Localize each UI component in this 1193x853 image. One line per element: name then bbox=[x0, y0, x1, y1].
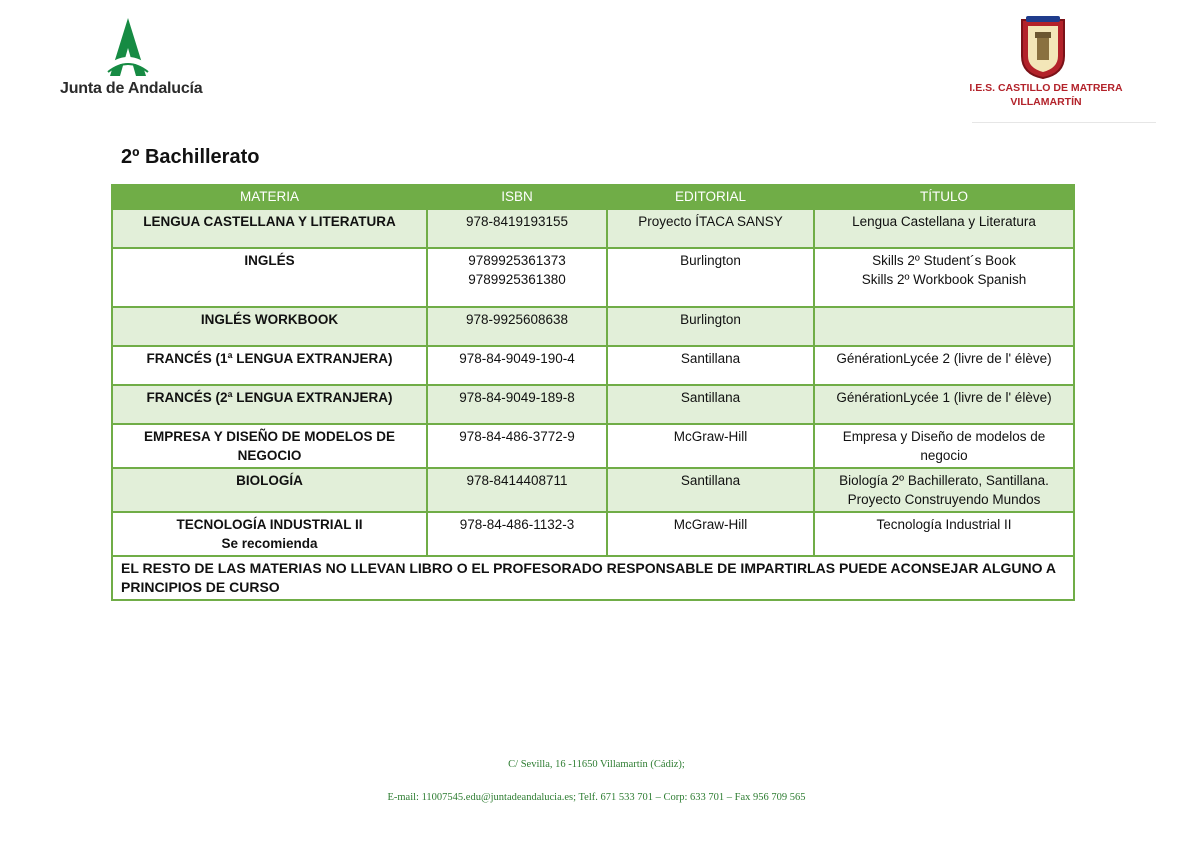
materia-text: LENGUA CASTELLANA Y LITERATURA bbox=[143, 214, 396, 229]
school-logo bbox=[962, 16, 1152, 124]
titulo-cell bbox=[814, 248, 1074, 307]
materia-cell bbox=[112, 209, 427, 248]
textbook-table bbox=[111, 184, 1075, 601]
isbn-cell bbox=[427, 209, 607, 248]
titulo-cell bbox=[814, 512, 1074, 556]
junta-andalucia-logo bbox=[56, 18, 206, 102]
footer-address: C/ Sevilla, 16 -11650 Villamartín (Cádiz); bbox=[508, 759, 685, 770]
isbn-text: 978-84-486-3772-9 bbox=[459, 429, 575, 444]
page-title: 2º Bachillerato bbox=[121, 146, 260, 168]
titulo-cell bbox=[814, 209, 1074, 248]
junta-andalucia-emblem-icon bbox=[96, 18, 160, 78]
table-row bbox=[112, 248, 1074, 307]
titulo-text: Skills 2º Workbook Spanish bbox=[861, 272, 1027, 287]
isbn-text: 978-8414408711 bbox=[466, 473, 568, 488]
school-name-line2: VILLAMARTÍN bbox=[1010, 96, 1082, 108]
table-row bbox=[112, 346, 1074, 385]
table-row bbox=[112, 424, 1074, 468]
titulo-cell bbox=[814, 346, 1074, 385]
table-row bbox=[112, 512, 1074, 556]
school-crest-icon bbox=[1018, 16, 1068, 80]
isbn-text: 9789925361380 bbox=[468, 272, 566, 287]
materia-text: INGLÉS bbox=[244, 253, 295, 268]
column-header-titulo: TÍTULO bbox=[814, 185, 1074, 209]
titulo-text: GénérationLycée 1 (livre de l' élève) bbox=[836, 390, 1052, 405]
isbn-text: 978-84-9049-189-8 bbox=[459, 390, 575, 405]
isbn-cell bbox=[427, 248, 607, 307]
materia-cell bbox=[112, 424, 427, 468]
header-divider bbox=[972, 122, 1156, 123]
isbn-text: 9789925361373 bbox=[468, 253, 566, 268]
isbn-text: 978-8419193155 bbox=[465, 214, 569, 229]
editorial-cell: Santillana bbox=[607, 346, 814, 385]
titulo-cell bbox=[814, 424, 1074, 468]
materia-text: INGLÉS WORKBOOK bbox=[200, 312, 339, 327]
footer-contact: E-mail: 11007545.edu@juntadeandalucia.es; Telf. 671 533 701 – Corp: 633 701 – Fax 956 709 565 bbox=[387, 792, 806, 803]
junta-andalucia-logo-text: Junta de Andalucía bbox=[60, 80, 203, 97]
materia-text: EMPRESA Y DISEÑO DE MODELOS DE NEGOCIO bbox=[143, 429, 396, 463]
titulo-cell bbox=[814, 307, 1074, 346]
titulo-text: Proyecto Construyendo Mundos bbox=[847, 492, 1041, 507]
isbn-cell bbox=[427, 307, 607, 346]
table-note-row bbox=[112, 556, 1074, 600]
materia-cell bbox=[112, 346, 427, 385]
isbn-cell bbox=[427, 468, 607, 512]
editorial-cell: Santillana bbox=[607, 468, 814, 512]
isbn-cell bbox=[427, 424, 607, 468]
editorial-cell: Burlington bbox=[607, 307, 814, 346]
isbn-text: 978-84-9049-190-4 bbox=[459, 351, 575, 366]
materia-text: FRANCÉS (2ª LENGUA EXTRANJERA) bbox=[146, 390, 393, 405]
titulo-text: Lengua Castellana y Literatura bbox=[852, 214, 1036, 229]
isbn-cell bbox=[427, 346, 607, 385]
titulo-text: Tecnología Industrial II bbox=[876, 517, 1012, 532]
table-row bbox=[112, 209, 1074, 248]
column-header-editorial: EDITORIAL bbox=[607, 185, 814, 209]
titulo-text: Skills 2º Student´s Book bbox=[872, 253, 1016, 268]
school-name-line1: I.E.S. CASTILLO DE MATRERA bbox=[969, 82, 1123, 94]
editorial-cell: Burlington bbox=[607, 248, 814, 307]
editorial-cell: Santillana bbox=[607, 385, 814, 424]
materia-text: FRANCÉS (1ª LENGUA EXTRANJERA) bbox=[146, 351, 393, 366]
isbn-cell bbox=[427, 385, 607, 424]
materia-cell bbox=[112, 248, 427, 307]
materia-text: BIOLOGÍA bbox=[236, 473, 303, 488]
column-header-isbn: ISBN bbox=[427, 185, 607, 209]
editorial-cell: Proyecto ÍTACA SANSY bbox=[607, 209, 814, 248]
column-header-materia: MATERIA bbox=[112, 185, 427, 209]
materia-cell bbox=[112, 385, 427, 424]
materia-text: TECNOLOGÍA INDUSTRIAL II bbox=[176, 517, 363, 532]
materia-cell bbox=[112, 468, 427, 512]
titulo-text: GénérationLycée 2 (livre de l' élève) bbox=[836, 351, 1052, 366]
table-header-row bbox=[112, 185, 1074, 209]
materia-cell bbox=[112, 512, 427, 556]
isbn-cell bbox=[427, 512, 607, 556]
editorial-cell: McGraw-Hill bbox=[607, 512, 814, 556]
titulo-text: Biología 2º Bachillerato, Santillana. bbox=[839, 473, 1049, 488]
titulo-cell bbox=[814, 385, 1074, 424]
isbn-text: 978-9925608638 bbox=[465, 312, 569, 327]
materia-note-text: Se recomienda bbox=[221, 536, 318, 551]
isbn-text: 978-84-486-1132-3 bbox=[459, 517, 575, 532]
table-note: EL RESTO DE LAS MATERIAS NO LLEVAN LIBRO O EL PROFESORADO RESPONSABLE DE IMPARTIRLAS PUEDE ACONSEJAR ALGUNO A PRINCIPIOS DE CURSO bbox=[112, 556, 1074, 600]
table-row bbox=[112, 468, 1074, 512]
titulo-text: Empresa y Diseño de modelos de negocio bbox=[842, 429, 1046, 463]
table-row bbox=[112, 385, 1074, 424]
table-row bbox=[112, 307, 1074, 346]
materia-cell bbox=[112, 307, 427, 346]
editorial-cell: McGraw-Hill bbox=[607, 424, 814, 468]
titulo-cell bbox=[814, 468, 1074, 512]
